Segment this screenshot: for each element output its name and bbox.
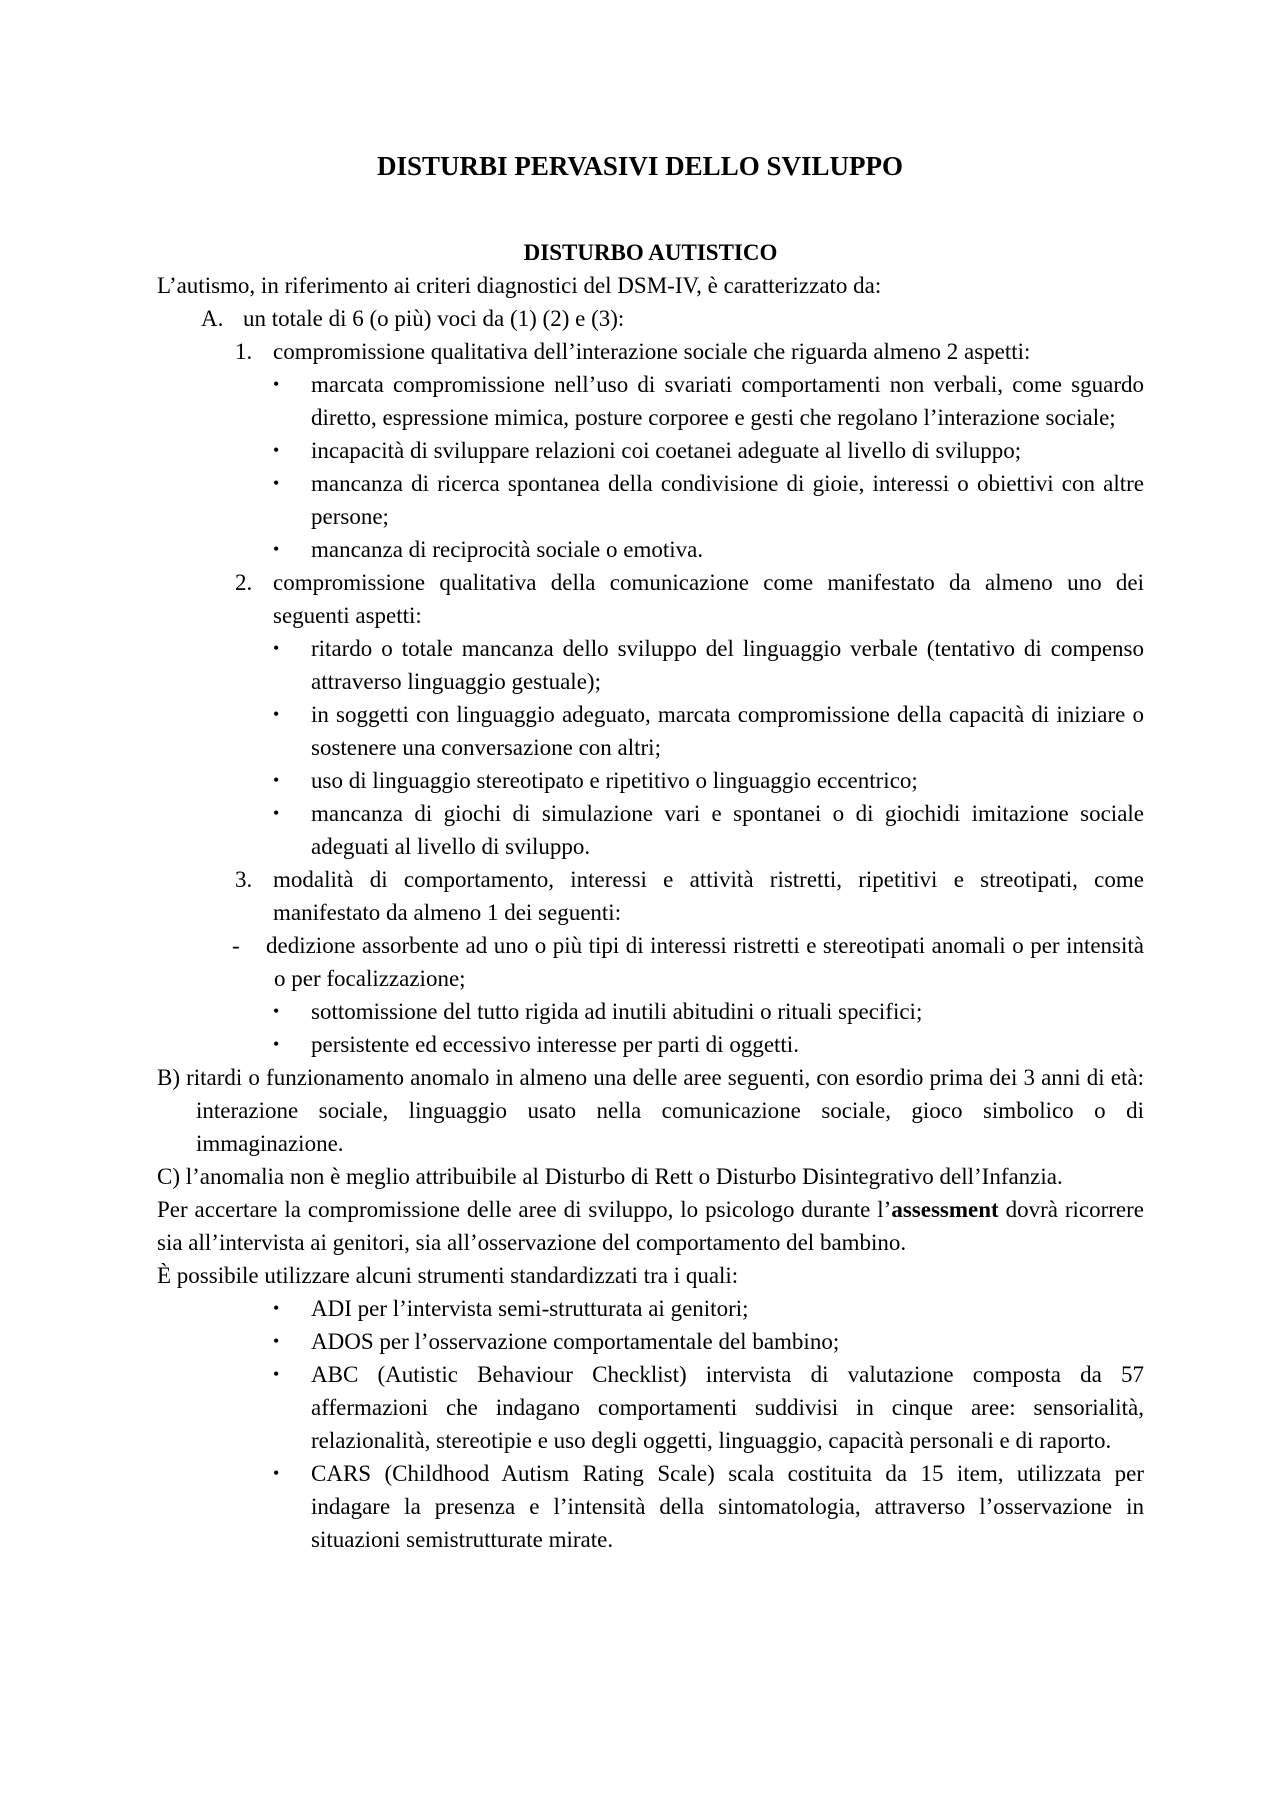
bullet-icon: • — [273, 539, 280, 559]
criterion-a — [157, 302, 1144, 335]
list-item: • ritardo o totale mancanza dello sviluppo del linguaggio verbale (tentativo di compenso attraverso linguaggio gestuale); — [157, 632, 1144, 698]
bullet-icon: • — [273, 1001, 280, 1021]
document-body — [157, 269, 1144, 1556]
intro-paragraph: L’autismo, in riferimento ai criteri diagnostici del DSM-IV, è caratterizzato da: — [157, 273, 882, 298]
document-title: DISTURBI PERVASIVI DELLO SVILUPPO — [377, 151, 903, 181]
bullet-icon: • — [273, 473, 280, 493]
list-item: • CARS (Childhood Autism Rating Scale) scala costituita da 15 item, utilizzata per indagare la presenza e l’intensità della sintomatologia, attraverso l’osservazione in situazioni semistrutturate mirate. — [157, 1457, 1144, 1556]
section-2-text: compromissione qualitativa della comunicazione come manifestato da almeno uno dei seguenti aspetti: — [273, 570, 1144, 628]
bullet-icon: • — [273, 1331, 280, 1351]
bullet-icon: • — [273, 803, 280, 823]
bullet-icon: • — [273, 704, 280, 724]
list-item: • uso di linguaggio stereotipato e ripetitivo o linguaggio eccentrico; — [157, 764, 1144, 797]
list-item: • in soggetti con linguaggio adeguato, marcata compromissione della capacità di iniziare o sostenere una conversazione con altri; — [157, 698, 1144, 764]
dash-item: - dedizione assorbente ad uno o più tipi di interessi ristretti e stereotipati anomali o per intensità o per focalizzazione; — [157, 929, 1144, 995]
list-item: • sottomissione del tutto rigida ad inutili abitudini o rituali specifici; — [157, 995, 1144, 1028]
bullet-icon: • — [273, 1034, 280, 1054]
bullet-icon: • — [273, 1463, 280, 1483]
criterion-c: C) l’anomalia non è meglio attribuibile al Disturbo di Rett o Disturbo Disintegrativo dell’Infanzia. — [157, 1164, 1063, 1189]
list-item: • marcata compromissione nell’uso di svariati comportamenti non verbali, come sguardo diretto, espressione mimica, posture corporee e gesti che regolano l’interazione sociale; — [157, 368, 1144, 434]
section-3-text: modalità di comportamento, interessi e attività ristretti, ripetitivi e streotipati, come manifestato da almeno 1 dei seguenti: — [273, 867, 1144, 925]
bullet-icon: • — [273, 638, 280, 658]
assessment-term: assessment — [891, 1197, 999, 1222]
bullet-icon: • — [273, 770, 280, 790]
list-marker: 1. — [235, 339, 253, 364]
list-item: • mancanza di ricerca spontanea della condivisione di gioie, interessi o obiettivi con altre persone; — [157, 467, 1144, 533]
bullet-icon: • — [273, 374, 280, 394]
list-item: • persistente ed eccessivo interesse per parti di oggetti. — [157, 1028, 1144, 1061]
bullet-icon: • — [273, 1298, 280, 1318]
tools-intro: È possibile utilizzare alcuni strumenti standardizzati tra i quali: — [157, 1263, 739, 1288]
list-item: • mancanza di giochi di simulazione vari e spontanei o di giochidi imitazione sociale adeguati al livello di sviluppo. — [157, 797, 1144, 863]
section-1-text: compromissione qualitativa dell’interazione sociale che riguarda almeno 2 aspetti: — [273, 339, 1031, 364]
list-marker: 2. — [235, 570, 253, 595]
assessment-paragraph: Per accertare la compromissione delle aree di sviluppo, lo psicologo durante l’assessment dovrà ricorrere sia all’intervista ai genitori, sia all’osservazione del comportamento del bambino. — [157, 1197, 1144, 1255]
section-3 — [157, 863, 1144, 929]
section-1 — [157, 335, 1144, 368]
list-item: • incapacità di sviluppare relazioni coi coetanei adeguate al livello di sviluppo; — [157, 434, 1144, 467]
list-item: • mancanza di reciprocità sociale o emotiva. — [157, 533, 1144, 566]
section-2 — [157, 566, 1144, 632]
bullet-icon: • — [273, 1364, 280, 1384]
list-item: • ADOS per l’osservazione comportamentale del bambino; — [157, 1325, 1144, 1358]
section-heading: DISTURBO AUTISTICO — [523, 240, 778, 265]
dash-marker: - — [232, 933, 240, 958]
list-item: • ADI per l’intervista semi-strutturata ai genitori; — [157, 1292, 1144, 1325]
list-marker: A. — [201, 306, 224, 331]
criterion-a-text: un totale di 6 (o più) voci da (1) (2) e (3): — [243, 306, 625, 331]
criterion-b: B) ritardi o funzionamento anomalo in almeno una delle aree seguenti, con esordio prima dei 3 anni di età: interazione sociale, linguaggio usato nella comunicazione sociale, gioco simbolico o di immaginazione. — [157, 1065, 1144, 1156]
list-marker: 3. — [235, 867, 253, 892]
list-item: • ABC (Autistic Behaviour Checklist) intervista di valutazione composta da 57 affermazioni che indagano comportamenti suddivisi in cinque aree: sensorialità, relazionalità, stereotipie e uso degli oggetti, linguaggio, capacità personali e di raporto. — [157, 1358, 1144, 1457]
bullet-icon: • — [273, 440, 280, 460]
